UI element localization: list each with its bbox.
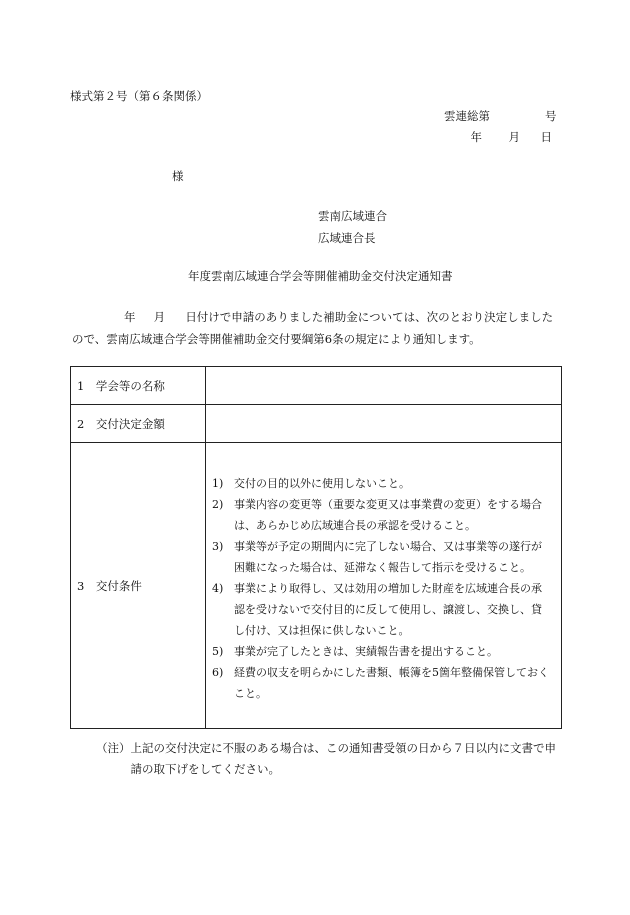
note — [96, 738, 566, 780]
condition-number: 6) — [212, 666, 224, 679]
reference-prefix: 雲連総第 — [444, 109, 490, 123]
list-item — [212, 662, 551, 704]
row-label-grant-amount: 2 交付決定金額 — [71, 405, 206, 443]
condition-text: 事業内容の変更等（重要な変更又は事業費の変更）をする場合は、あらかじめ広域連合長の承認を受けること。 — [234, 498, 542, 532]
conditions-cell — [206, 443, 562, 729]
reference-suffix: 号 — [545, 109, 557, 123]
row-label-conditions: 3 交付条件 — [71, 443, 206, 729]
list-item — [212, 473, 551, 494]
issuer-head-title: 広域連合長 — [318, 231, 376, 245]
body-text-line2: ので、雲南広域連合学会等開催補助金交付要綱第6条の規定により通知します。 — [72, 332, 481, 346]
list-item — [212, 641, 551, 662]
condition-number: 4) — [212, 582, 224, 595]
form-number: 様式第２号（第６条関係） — [70, 89, 208, 103]
body-text-line1: 日付けで申請のありました補助金については、次のとおり決定しました — [185, 310, 554, 324]
table-row — [71, 367, 562, 405]
issue-date — [432, 129, 552, 145]
note-label: （注） — [96, 741, 131, 755]
condition-text: 事業により取得し、又は効用の増加した財産を広域連合長の承認を受けないで交付目的に反して使用し、譲渡し、交換し、貸し付け、又は担保に供しないこと。 — [234, 582, 542, 637]
addressee-suffix: 様 — [172, 169, 184, 183]
date-month: 月 — [508, 130, 520, 144]
condition-text: 経費の収支を明らかにした書類、帳簿を5箇年整備保管しておくこと。 — [234, 666, 549, 700]
table-row — [71, 405, 562, 443]
grant-conditions-table — [70, 366, 562, 729]
list-item — [212, 578, 551, 641]
date-day: 日 — [540, 130, 552, 144]
condition-number: 5) — [212, 645, 224, 658]
body-paragraph-line1 — [124, 309, 553, 325]
note-text: 上記の交付決定に不服のある場合は、この通知書受領の日から７日以内に文書で申請の取下げをしてください。 — [130, 741, 556, 776]
conditions-list — [206, 467, 561, 704]
condition-text: 事業が完了したときは、実績報告書を提出すること。 — [234, 645, 498, 658]
row-label-event-name: 1 学会等の名称 — [71, 367, 206, 405]
body-year: 年 — [124, 310, 136, 324]
row-value-grant-amount — [206, 405, 562, 443]
condition-text: 事業等が予定の期間内に完了しない場合、又は事業等の遂行が困難になった場合は、延滞なく報告して指示を受けること。 — [234, 540, 542, 574]
condition-number: 1) — [212, 477, 224, 490]
condition-number: 2) — [212, 498, 224, 511]
date-year: 年 — [470, 130, 482, 144]
body-month: 月 — [153, 310, 166, 324]
row-value-event-name — [206, 367, 562, 405]
condition-number: 3) — [212, 540, 224, 553]
list-item — [212, 494, 551, 536]
table-row — [71, 443, 562, 729]
document-title: 年度雲南広域連合学会等開催補助金交付決定通知書 — [188, 269, 453, 283]
list-item — [212, 536, 551, 578]
issuer-org-name: 雲南広域連合 — [318, 209, 387, 223]
condition-text: 交付の目的以外に使用しないこと。 — [234, 477, 410, 490]
